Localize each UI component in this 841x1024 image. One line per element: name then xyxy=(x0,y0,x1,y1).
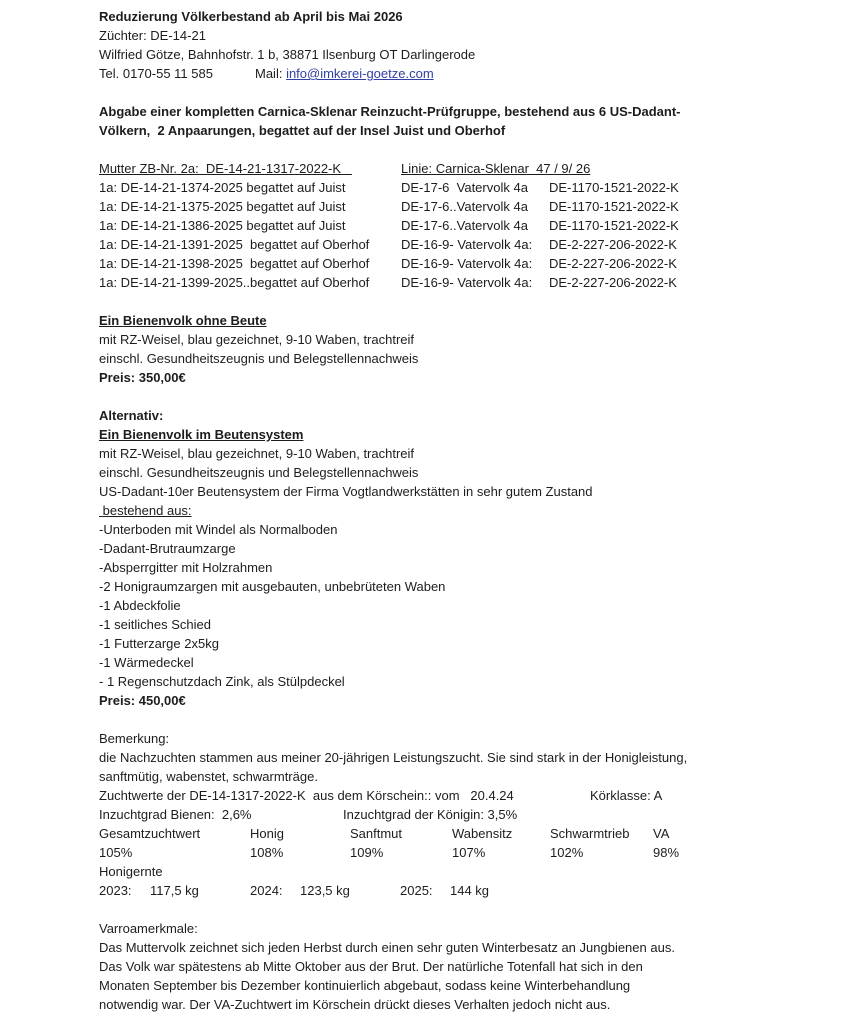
spacer xyxy=(99,710,841,729)
option2-detail3: US-Dadant-10er Beutensystem der Firma Vogtlandwerkstätten in sehr gutem Zustand xyxy=(99,484,593,499)
list-item: -1 Wärmedeckel xyxy=(99,655,194,670)
mail-block xyxy=(255,64,434,83)
remarks-label: Bemerkung: xyxy=(99,731,170,746)
queen-cell: 1a: DE-14-21-1375-2025 begattet auf Juist xyxy=(99,199,346,214)
column-header: Honig xyxy=(250,826,284,841)
spacer xyxy=(99,387,841,406)
option1-detail2: einschl. Gesundheitszeugnis und Belegstellennachweis xyxy=(99,351,419,366)
inzucht-bienen: Inzuchtgrad Bienen: 2,6% xyxy=(99,807,252,822)
remarks-text1: die Nachzuchten stammen aus meiner 20-jährigen Leistungszucht. Sie sind stark in der Honigleistung, xyxy=(99,750,688,765)
spacer xyxy=(99,292,841,311)
harvest-amount: 123,5 kg xyxy=(300,883,350,898)
value-cell: 98% xyxy=(653,845,680,860)
value-cell: 102% xyxy=(550,845,584,860)
honigernte-label: Honigernte xyxy=(99,864,163,879)
list-item: -Dadant-Brutraumzarge xyxy=(99,541,236,556)
koerklasse: Körklasse: A xyxy=(590,788,663,803)
harvest-year: 2024: xyxy=(250,883,283,898)
table-row xyxy=(99,254,841,273)
breeding-values-row xyxy=(99,843,841,862)
spacer xyxy=(99,83,841,102)
contact-line xyxy=(99,64,841,83)
inzucht-koenigin: Inzuchtgrad der Königin: 3,5% xyxy=(343,807,518,822)
father-colony-cell: DE-17-6..Vatervolk 4a xyxy=(401,218,528,233)
father-id-cell: DE-2-227-206-2022-K xyxy=(549,237,677,252)
table-row xyxy=(99,216,841,235)
zuchtwerte-line xyxy=(99,786,841,805)
list-item: -1 Abdeckfolie xyxy=(99,598,181,613)
pedigree-mother-id: Mutter ZB-Nr. 2a: DE-14-21-1317-2022-K xyxy=(99,161,352,176)
harvest-amount: 144 kg xyxy=(450,883,490,898)
option2-heading: Ein Bienenvolk im Beutensystem xyxy=(99,427,304,442)
email-link[interactable]: info@imkerei-goetze.com xyxy=(286,66,434,81)
varroa-text4: notwendig war. Der VA-Zuchtwert im Körschein drückt dieses Verhalten jedoch nicht aus. xyxy=(99,997,611,1012)
mail-label: Mail: xyxy=(255,66,287,81)
column-header: Sanftmut xyxy=(350,826,403,841)
harvest-year: 2023: xyxy=(99,883,132,898)
list-item: - 1 Regenschutzdach Zink, als Stülpdeckel xyxy=(99,674,345,689)
breeder-id: Züchter: DE-14-21 xyxy=(99,28,206,43)
harvest-amount: 117,5 kg xyxy=(150,883,199,898)
phone-number: Tel. 0170-55 11 585 xyxy=(99,66,213,81)
varroa-label: Varroamerkmale: xyxy=(99,921,198,936)
list-item: -1 Futterzarge 2x5kg xyxy=(99,636,219,651)
value-cell: 108% xyxy=(250,845,284,860)
pedigree-header-row xyxy=(99,159,841,178)
harvest-year: 2025: xyxy=(400,883,433,898)
table-row xyxy=(99,273,841,292)
offer-intro-line2: Völkern, 2 Anpaarungen, begattet auf der Insel Juist und Oberhof xyxy=(99,123,506,138)
queen-cell: 1a: DE-14-21-1399-2025..begattet auf Oberhof xyxy=(99,275,370,290)
father-colony-cell: DE-16-9- Vatervolk 4a: xyxy=(401,237,533,252)
varroa-text2: Das Volk war spätestens ab Mitte Oktober aus der Brut. Der natürliche Totenfall hat sich in den xyxy=(99,959,643,974)
father-colony-cell: DE-16-9- Vatervolk 4a: xyxy=(401,275,533,290)
components-label: bestehend aus: xyxy=(99,503,192,518)
queen-cell: 1a: DE-14-21-1374-2025 begattet auf Juist xyxy=(99,180,346,195)
father-colony-cell: DE-16-9- Vatervolk 4a: xyxy=(401,256,533,271)
table-row xyxy=(99,197,841,216)
list-item: -1 seitliches Schied xyxy=(99,617,211,632)
spacer xyxy=(99,140,841,159)
column-header: VA xyxy=(653,826,670,841)
inzucht-line xyxy=(99,805,841,824)
option1-heading: Ein Bienenvolk ohne Beute xyxy=(99,313,267,328)
list-item: -Unterboden mit Windel als Normalboden xyxy=(99,522,338,537)
father-id-cell: DE-2-227-206-2022-K xyxy=(549,275,677,290)
option2-detail2: einschl. Gesundheitszeugnis und Belegstellennachweis xyxy=(99,465,419,480)
alternative-label: Alternativ: xyxy=(99,408,164,423)
value-cell: 107% xyxy=(452,845,486,860)
option2-detail1: mit RZ-Weisel, blau gezeichnet, 9-10 Waben, trachtreif xyxy=(99,446,415,461)
page-title: Reduzierung Völkerbestand ab April bis Mai 2026 xyxy=(99,9,403,24)
father-id-cell: DE-1170-1521-2022-K xyxy=(549,218,679,233)
harvest-row xyxy=(99,881,841,900)
varroa-text1: Das Muttervolk zeichnet sich jeden Herbst durch einen sehr guten Winterbesatz an Jungbienen aus. xyxy=(99,940,675,955)
father-colony-cell: DE-17-6 Vatervolk 4a xyxy=(401,180,528,195)
option1-price: Preis: 350,00€ xyxy=(99,370,186,385)
option2-price: Preis: 450,00€ xyxy=(99,693,186,708)
breeding-values-header-row xyxy=(99,824,841,843)
list-item: -2 Honigraumzargen mit ausgebauten, unbebrüteten Waben xyxy=(99,579,446,594)
father-colony-cell: DE-17-6..Vatervolk 4a xyxy=(401,199,528,214)
column-header: Gesamtzuchtwert xyxy=(99,826,201,841)
value-cell: 109% xyxy=(350,845,384,860)
zuchtwerte-text: Zuchtwerte der DE-14-1317-2022-K aus dem Körschein:: vom 20.4.24 xyxy=(99,788,514,803)
spacer xyxy=(99,900,841,919)
queen-cell: 1a: DE-14-21-1398-2025 begattet auf Oberhof xyxy=(99,256,370,271)
offer-intro-line1: Abgabe einer kompletten Carnica-Sklenar Reinzucht-Prüfgruppe, bestehend aus 6 US-Dadant- xyxy=(99,104,681,119)
varroa-text3: Monaten September bis Dezember kontinuierlich abgebaut, sodass keine Winterbehandlung xyxy=(99,978,631,993)
father-id-cell: DE-1170-1521-2022-K xyxy=(549,180,679,195)
queen-cell: 1a: DE-14-21-1391-2025 begattet auf Oberhof xyxy=(99,237,370,252)
column-header: Wabensitz xyxy=(452,826,513,841)
father-id-cell: DE-1170-1521-2022-K xyxy=(549,199,679,214)
table-row xyxy=(99,235,841,254)
pedigree-line-id: Linie: Carnica-Sklenar 47 / 9/ 26 xyxy=(401,161,591,176)
option1-detail1: mit RZ-Weisel, blau gezeichnet, 9-10 Waben, trachtreif xyxy=(99,332,415,347)
remarks-text2: sanftmütig, wabenstet, schwarmträge. xyxy=(99,769,318,784)
table-row xyxy=(99,178,841,197)
value-cell: 105% xyxy=(99,845,133,860)
father-id-cell: DE-2-227-206-2022-K xyxy=(549,256,677,271)
queen-cell: 1a: DE-14-21-1386-2025 begattet auf Juist xyxy=(99,218,346,233)
breeder-address: Wilfried Götze, Bahnhofstr. 1 b, 38871 Ilsenburg OT Darlingerode xyxy=(99,47,476,62)
list-item: -Absperrgitter mit Holzrahmen xyxy=(99,560,273,575)
column-header: Schwarmtrieb xyxy=(550,826,630,841)
